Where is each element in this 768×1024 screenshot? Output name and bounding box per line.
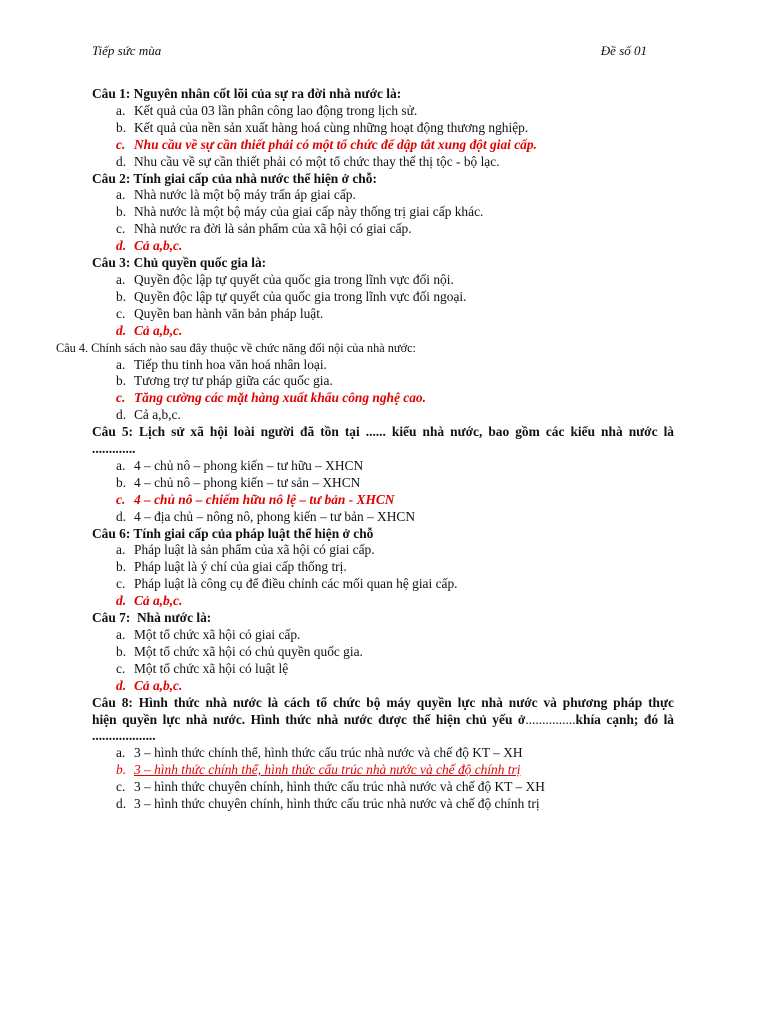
option-label: c. xyxy=(116,779,126,795)
option-label: c. xyxy=(116,660,126,676)
option-a xyxy=(92,745,674,762)
option-d xyxy=(92,154,674,171)
option-label: a. xyxy=(116,102,126,118)
option-text: Kết quả của 03 lần phân công lao động trong lịch sử. xyxy=(134,102,418,118)
option-label: d. xyxy=(116,407,127,423)
option-d xyxy=(92,796,674,813)
question-title-line-2 xyxy=(92,712,674,729)
option-d-correct xyxy=(92,593,674,610)
question-title: Câu 4. Chính sách nào sau đây thuộc về chức năng đối nội của nhà nước: xyxy=(56,340,416,355)
option-text: Pháp luật là sản phẩm của xã hội có giai cấp. xyxy=(134,542,375,558)
option-label: c. xyxy=(116,136,126,152)
option-label: b. xyxy=(116,204,127,220)
option-label: a. xyxy=(116,457,126,473)
option-d-correct xyxy=(92,678,674,695)
option-label: c. xyxy=(116,221,126,237)
blank-fill: ............... xyxy=(525,711,576,727)
question-title: Câu 2: Tính giai cấp của nhà nước thể hiện ở chỗ: xyxy=(92,170,377,186)
option-text: Cả a,b,c. xyxy=(134,407,181,423)
question-5 xyxy=(92,424,674,525)
option-label: c. xyxy=(116,576,126,592)
question-7 xyxy=(92,610,674,695)
option-text: Pháp luật là công cụ để điều chỉnh các mối quan hệ giai cấp. xyxy=(134,576,458,592)
option-a xyxy=(92,627,674,644)
option-text: Quyền ban hành văn bản pháp luật. xyxy=(134,305,324,321)
question-title: Câu 1: Nguyên nhân cốt lõi của sự ra đời nhà nước là: xyxy=(92,86,402,101)
option-label: b. xyxy=(116,119,127,135)
option-a xyxy=(92,187,674,204)
option-text: 4 – chủ nô – phong kiến – tư sản – XHCN xyxy=(134,474,361,490)
question-title: Câu 6: Tính giai cấp của pháp luật thể hiện ở chỗ xyxy=(92,525,374,541)
option-text: Quyền độc lập tự quyết của quốc gia trong lĩnh vực đối nội. xyxy=(134,271,454,287)
option-b xyxy=(92,373,674,390)
option-label: b. xyxy=(116,559,127,575)
option-text: Tiếp thu tinh hoa văn hoá nhân loại. xyxy=(134,356,327,372)
option-label: d. xyxy=(116,796,127,812)
option-label: b. xyxy=(116,474,127,490)
question-4 xyxy=(56,340,674,425)
option-b xyxy=(92,559,674,576)
option-text: 4 – chủ nô – phong kiến – tư hữu – XHCN xyxy=(134,457,364,473)
question-title: Câu 7: Nhà nước là: xyxy=(92,610,212,626)
header-right: Đề số 01 xyxy=(600,43,647,58)
option-b xyxy=(92,289,674,306)
option-label: d. xyxy=(116,593,127,609)
option-c-correct xyxy=(92,492,674,509)
option-text: Một tổ chức xã hội có luật lệ xyxy=(134,660,289,676)
option-text: Cả a,b,c. xyxy=(134,677,183,693)
option-d xyxy=(92,407,674,424)
option-label: c. xyxy=(116,491,126,507)
option-text: Nhà nước ra đời là sản phẩm của xã hội có giai cấp. xyxy=(134,221,412,237)
option-label: b. xyxy=(116,762,127,778)
option-label: c. xyxy=(116,305,126,321)
option-c xyxy=(92,221,674,238)
option-b xyxy=(92,475,674,492)
option-label: d. xyxy=(116,238,127,254)
option-b xyxy=(92,644,674,661)
option-a xyxy=(92,458,674,475)
option-a xyxy=(92,272,674,289)
option-text: Tương trợ tư pháp giữa các quốc gia. xyxy=(134,373,333,389)
option-c xyxy=(92,576,674,593)
option-text: 3 – hình thức chuyên chính, hình thức cấu trúc nhà nước và chế độ chính trị xyxy=(134,796,540,812)
option-label: b. xyxy=(116,373,127,389)
option-a xyxy=(92,103,674,120)
option-label: a. xyxy=(116,745,126,761)
option-c xyxy=(92,779,674,796)
option-label: a. xyxy=(116,627,126,642)
option-label: a. xyxy=(116,542,126,558)
option-text: Quyền độc lập tự quyết của quốc gia trong lĩnh vực đối ngoại. xyxy=(134,288,467,304)
option-text: Nhà nước là một bộ máy của giai cấp này thống trị giai cấp khác. xyxy=(134,204,484,220)
option-label: d. xyxy=(116,677,127,693)
option-label: d. xyxy=(116,508,127,524)
option-label: c. xyxy=(116,390,126,406)
option-text: 4 – địa chủ – nông nô, phong kiến – tư bản – XHCN xyxy=(134,508,415,524)
option-d xyxy=(92,509,674,526)
option-d-correct xyxy=(92,238,674,255)
option-text: Pháp luật là ý chí của giai cấp thống trị. xyxy=(134,559,347,575)
question-title-line-2: ............. xyxy=(92,441,136,457)
option-c-correct xyxy=(92,390,674,407)
header-left: Tiếp sức mùa xyxy=(92,43,162,58)
option-text: Nhu cầu về sự cần thiết phải có một tổ chức thay thế thị tộc - bộ lạc. xyxy=(134,153,500,169)
option-label: a. xyxy=(116,187,126,203)
question-1 xyxy=(92,86,674,171)
question-6 xyxy=(92,526,674,611)
question-title-line-1: Câu 8: Hình thức nhà nước là cách tổ chức bộ máy quyền lực nhà nước và phương pháp thực xyxy=(92,694,674,710)
title-text-a: hiện quyền lực nhà nước. Hình thức nhà nước được thể hiện chủ yếu ở xyxy=(92,711,526,727)
question-2 xyxy=(92,171,674,256)
option-b-correct xyxy=(92,762,674,779)
option-text: 3 – hình thức chính thể, hình thức cấu trúc nhà nước và chế độ KT – XH xyxy=(134,745,523,761)
option-text: Cả a,b,c. xyxy=(134,238,183,254)
question-3 xyxy=(92,255,674,340)
option-text: Tăng cường các mặt hàng xuất khẩu công nghệ cao. xyxy=(134,390,426,406)
option-c-correct xyxy=(92,137,674,154)
option-label: d. xyxy=(116,153,127,169)
option-text: Nhu cầu về sự cần thiết phải có một tổ chức để dập tắt xung đột giai cấp. xyxy=(134,136,537,152)
option-a xyxy=(92,357,674,374)
option-label: b. xyxy=(116,288,127,304)
option-label: a. xyxy=(116,271,126,287)
question-title: Câu 3: Chủ quyền quốc gia là: xyxy=(92,255,267,271)
option-text: 3 – hình thức chính thể, hình thức cấu trúc nhà nước và chế độ chính trị xyxy=(134,762,521,778)
option-text: Nhà nước là một bộ máy trấn áp giai cấp. xyxy=(134,187,356,203)
option-text: Cả a,b,c. xyxy=(134,322,183,338)
option-d-correct xyxy=(92,323,674,340)
option-label: a. xyxy=(116,356,126,372)
option-text: 3 – hình thức chuyên chính, hình thức cấu trúc nhà nước và chế độ KT – XH xyxy=(134,779,545,795)
option-b xyxy=(92,120,674,137)
option-a xyxy=(92,542,674,559)
question-title-line-1: Câu 5: Lịch sử xã hội loài người đã tồn tại ...... kiểu nhà nước, bao gồm các kiểu nhà nước là xyxy=(92,424,674,440)
option-text: Một tổ chức xã hội có chủ quyền quốc gia. xyxy=(134,643,363,659)
option-b xyxy=(92,204,674,221)
option-c xyxy=(92,306,674,323)
question-8 xyxy=(92,695,674,813)
question-list xyxy=(56,86,674,813)
option-text: Cả a,b,c. xyxy=(134,593,183,609)
option-label: b. xyxy=(116,643,127,659)
title-text-b: khía cạnh; đó là xyxy=(575,711,674,727)
question-title-line-3: ................... xyxy=(92,728,156,744)
option-text: Kết quả của nền sản xuất hàng hoá cùng những hoạt động thương nghiệp. xyxy=(134,119,529,135)
option-text: Một tổ chức xã hội có giai cấp. xyxy=(134,627,301,642)
option-label: d. xyxy=(116,322,127,338)
option-text: 4 – chủ nô – chiếm hữu nô lệ – tư bản - XHCN xyxy=(134,491,395,507)
option-c xyxy=(92,661,674,678)
